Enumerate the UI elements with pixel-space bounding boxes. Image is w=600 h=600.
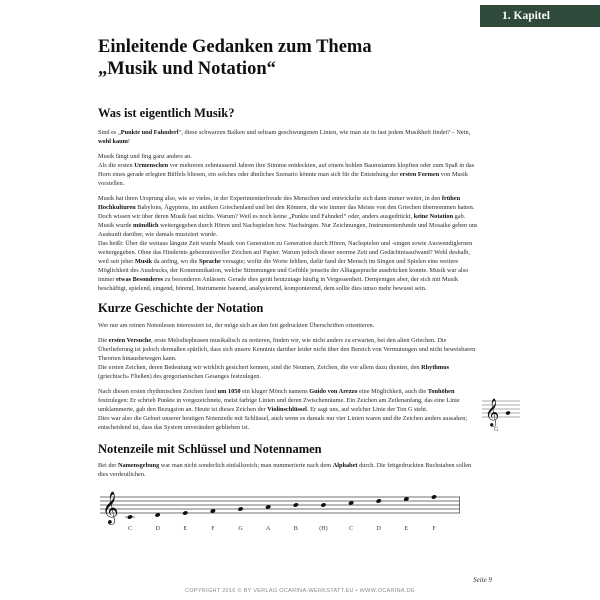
staff-figure — [100, 485, 460, 537]
page-content — [98, 36, 500, 537]
note-head — [320, 502, 326, 507]
page-number: Seite 9 — [473, 576, 492, 584]
page-title-line2: „Musik und Notation“ — [98, 59, 276, 79]
note-head — [237, 506, 243, 511]
note-head — [431, 494, 437, 499]
paragraph: Nach diesen ersten rhythmischen Zeichen fand um 1050 ein kluger Mönch namens Guido von Arezzo eine Möglichkeit, auch die Tonhöhen festzulegen: Er schrieb Punkte in vorgezeichnete, meist farbige Linien und deren Zwischenräume. Ein Zeichen am Zeilenanfang, das eine Linie umklammerte, gab den Bezugston an. Heute ist dieses Zeichen der Violinschlüssel. Er sagt uns, auf welcher Linie der Ton G steht. Dies war also die Geburt unserer heutigen Notenzeile mit Schlüssel, auch wenn es damals nur vier Linien waren und die Zeichen anders aussahen; entscheidend ist, dass das System unverändert geblieben ist. — [98, 388, 468, 431]
section-staff-note-names — [98, 442, 478, 537]
section-heading-staff: Notenzeile mit Schlüssel und Notennamen — [98, 442, 322, 456]
page-title — [98, 36, 478, 80]
bold-term: keine Notation — [413, 213, 454, 220]
bold-term: Tonhöhen — [427, 388, 455, 395]
bold-term: Alphabet — [332, 462, 358, 469]
note-name-label: C — [349, 526, 354, 532]
note-name-label: F — [211, 526, 215, 532]
paragraph: Bei der Namensgebung war man nicht sonderlich einfallsreich; man nummerierte nach dem Alphabet durch. Die fettgedruckten Buchstaben sollen dies verdeutlichen. — [98, 462, 472, 478]
note-name-label: F — [432, 526, 436, 532]
note-name-label: D — [155, 526, 160, 532]
paragraph-with-clef-figure — [98, 387, 500, 433]
footer-copyright: COPYRIGHT 2016 © BY VERLAG OCARINA-WERKSTATT.EU • WWW.OCARINA.DE — [185, 588, 415, 594]
note-name-label: E — [404, 526, 409, 532]
note-head — [127, 514, 133, 519]
bold-term: ersten Formen — [399, 171, 440, 178]
bold-term: um 1050 — [217, 388, 241, 395]
page-title-line1: Einleitende Gedanken zum Thema — [98, 37, 372, 57]
note-name-label: E — [183, 526, 188, 532]
treble-clef-margin-figure — [482, 393, 520, 437]
note-name-labels — [100, 526, 460, 536]
paragraph: Die ersten Versuche, erste Melodiephrasen musikalisch zu notieren, finden wir, wie nicht anders zu erwarten, bei den alten Griechen. Die Überlieferung ist jedoch dermaßen spärlich, dass sich unsere Kenntnis darüber leider nicht über den Bereich von Vermutungen und nicht beweisbaren Theorien hinausbewegen kann. Die ersten Zeichen, deren Bedeutung wir wirklich gesichert kennen, sind die Neumen, Zeichen, die vor allem dazu dienten, den Rhythmus (griechisch» Fließen) des gregorianischen Gesanges festzulegen. — [98, 337, 476, 380]
music-staff — [100, 485, 460, 527]
bold-term: ersten Versuche — [108, 337, 152, 344]
bold-term: etwas Besonderes — [116, 276, 163, 283]
bold-term: wohl kaum — [98, 138, 128, 145]
bold-term: Punkte und Fahnderl — [120, 129, 179, 136]
note-head — [376, 498, 382, 503]
section-heading-music: Was ist eigentlich Musik? — [98, 106, 235, 120]
bold-term: Urmenschen — [134, 162, 169, 169]
bold-term: Violinschlüssel — [267, 406, 307, 413]
bold-term: Guido von Arezzo — [309, 388, 358, 395]
note-head — [293, 502, 299, 507]
note-head — [182, 510, 188, 515]
note-name-label: B — [293, 526, 298, 532]
bold-term: Rhythmus — [421, 364, 450, 371]
bold-term: mündlich — [132, 222, 159, 229]
svg-text:𝄞: 𝄞 — [485, 398, 500, 426]
section-what-is-music — [98, 106, 478, 293]
bold-term: Sprache — [198, 258, 221, 265]
paragraph: Musik hat ihren Ursprung also, wie so vieles, in der Experimentierfreude des Menschen und entwickelte sich dann immer weiter, in den frühen Hochkulturen Babylons, Ägyptens, im antiken Griechenland und bei den Römern, die wie immer das Meiste von den Griechen übernommen hatten. Doch wissen wir über deren Musik fast nichts. Warum? Weil es noch keine „Punkte und Fahnderl“ oder, anders ausgedrückt, keine Notation gab. Musik wurde mündlich weitergegeben durch Hören und Nachspielen bzw. Nachsingen. Nur Zeichnungen, Instrumentenfunde und Mosaike geben uns Auskunft darüber, wie damals musiziert wurde. Das heißt: Über die weitaus längste Zeit wurde Musik von Generation zu Generation durch Hören, Nachspielen und -singen sowie Auswendiglernen weitergegeben. Ohne das Hindernis geheimnisvoller Zeichen auf Papier. Warum jedoch dieser enorme Zeit und Gedächtnisaufwand? Wohl deshalb, weil seit jeher Musik da anfing, wo die Sprache versagte; wofür die Worte fehlten, dafür fand der Mensch im Singen und Spielen eine weitere Möglichkeit des Ausdrucks, der Kommunikation, welche Stimmungen und Gefühle jenseits der Alltagssprache ausdrücken konnte. Musik war also immer etwas Besonderes zu besonderen Anlässen. Gerade dies gerät heutzutage häufig in Vergessenheit. Demjenigen aber, der sich mit Musik beschäftigt, spielend, singend, hörend, Instrumente bauend, analysierend, komponierend, dem sollte dies umso mehr bewusst sein. — [98, 195, 478, 292]
bold-term: Musik — [134, 258, 153, 265]
paragraph: Musik fängt und fing ganz anders an. Als die ersten Urmenschen vor mehreren zehntausend Jahren ihre Stimme entdeckten, auf einem hohlen Baumstamm klopften oder zum Spaß in das Horn eines gerade erlegten Büffels bliesen, ein solches oder ähnliches Szenario könnte man sich für die Entstehung der ersten Formen von Musik vorstellen. — [98, 153, 475, 187]
note-name-label: (H) — [319, 526, 328, 532]
note-name-label: G — [238, 526, 243, 532]
section-heading-notation: Kurze Geschichte der Notation — [98, 301, 264, 315]
note-name-label: A — [266, 526, 271, 532]
note-label-g: G — [494, 427, 499, 433]
treble-clef-icon — [482, 393, 520, 427]
bold-term: frühen Hochkulturen — [98, 195, 461, 211]
paragraph: Wer nur am reinen Notenlesen interessiert ist, der möge sich an den fett gedruckten Überschriften orientieren. — [98, 322, 375, 329]
note-name-label: D — [376, 526, 381, 532]
bold-term: Namensgebung — [117, 462, 160, 469]
chapter-tab: 1. Kapitel — [480, 5, 600, 27]
paragraph: Sind es „Punkte und Fahnderl“, diese schwarzen Balken und seltsam geschwungenen Linien, wie man sie in fast jedem Musikheft findet? – Nein, wohl kaum! — [98, 129, 471, 145]
staff-treble-clef-icon: 𝄞 — [102, 491, 119, 524]
note-name-label: C — [127, 526, 133, 532]
section-notation-history — [98, 301, 500, 433]
